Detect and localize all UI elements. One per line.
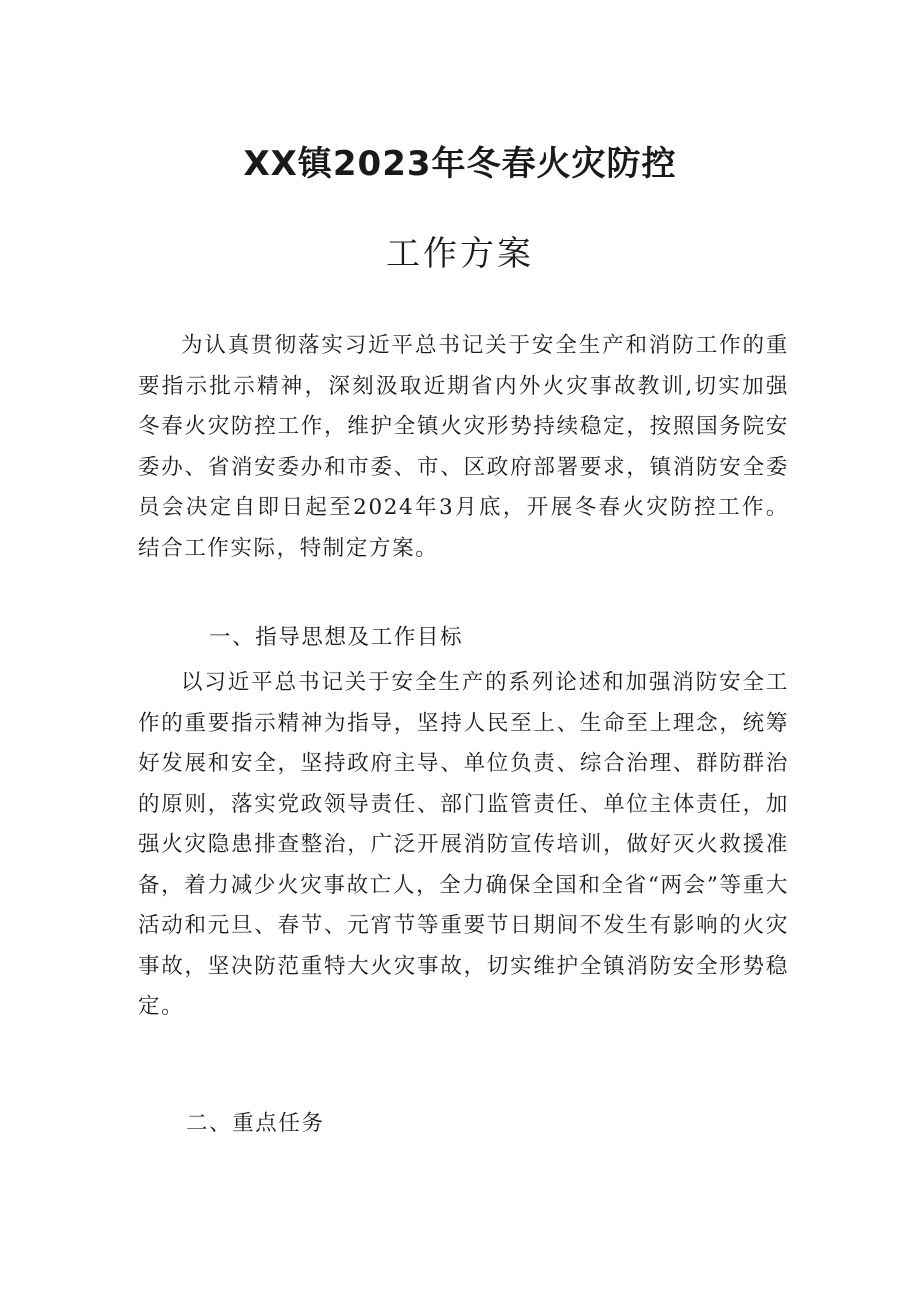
guiding-ideology-paragraph: 以习近平总书记关于安全生产的系列论述和加强消防安全工作的重要指示精神为指导，坚持人民至上、生命至上理念，统筹好发展和安全，坚持政府主导、单位负责、综合治理、群防群治的原则，落实党政领导责任、部门监管责任、单位主体责任，加强火灾隐患排查整治，广泛开展消防宣传培训，做好灭火救援准备，着力减少火灾事故亡人，全力确保全国和全省“两会”等重大活动和元旦、春节、元宵节等重要节日期间不发生有影响的火灾事故，坚决防范重特大火灾事故，切实维护全镇消防安全形势稳定。 [138,670,789,1019]
document-title-line-1: XX镇2023年冬春火灾防控 [243,144,677,184]
section-heading-guiding-ideology: 一、指导思想及工作目标 [209,625,464,650]
document-title-line-2: 工作方案 [386,234,534,274]
intro-paragraph: 为认真贯彻落实习近平总书记关于安全生产和消防工作的重要指示批示精神，深刻汲取近期省内外火灾事故教训,切实加强冬春火灾防控工作，维护全镇火灾形势持续稳定，按照国务院安委办、省消安委办和市委、市、区政府部署要求，镇消防安全委员会决定自即日起至2024年3月底，开展冬春火灾防控工作。结合工作实际，特制定方案。 [138,333,789,561]
section-heading-key-tasks: 二、重点任务 [186,1111,325,1136]
